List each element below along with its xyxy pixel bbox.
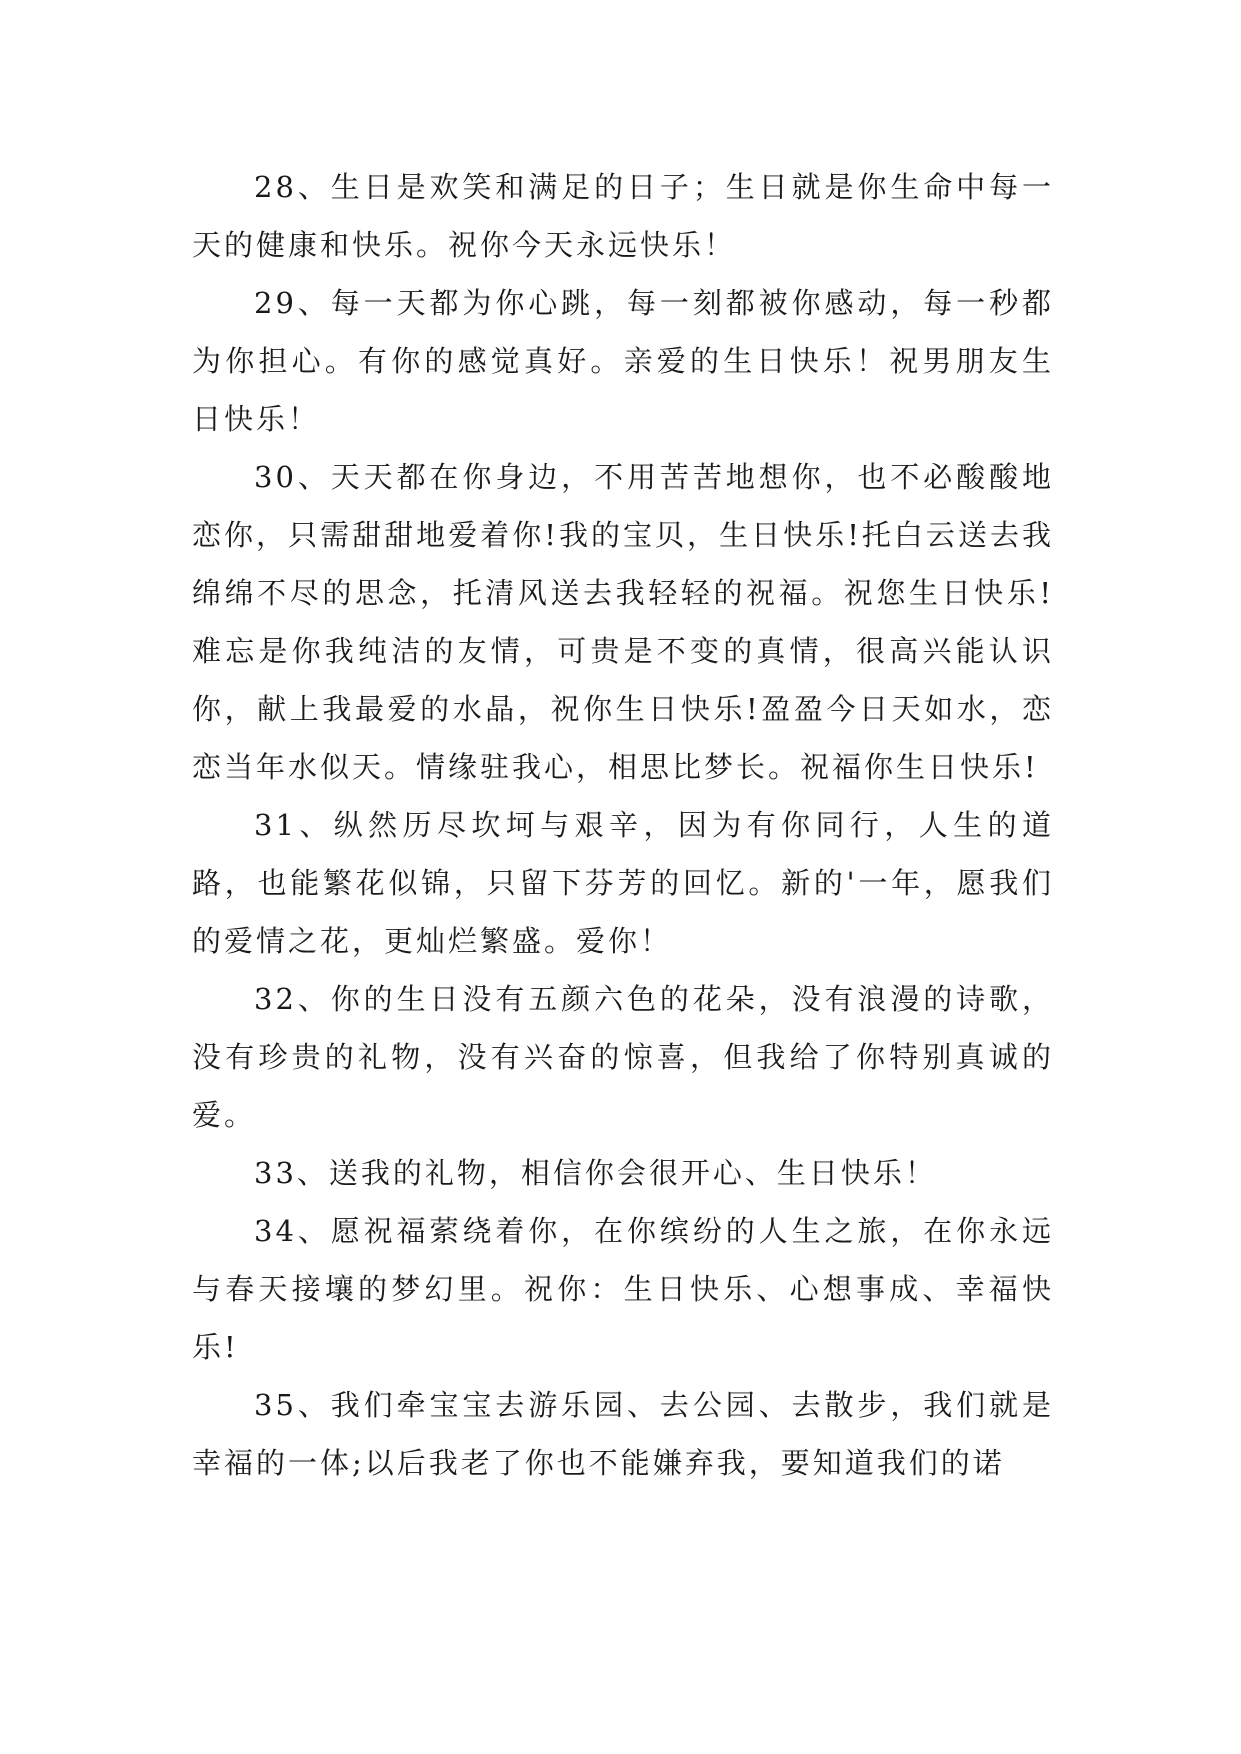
paragraph-29: 29、每一天都为你心跳，每一刻都被你感动，每一秒都为你担心。有你的感觉真好。亲爱的生日快乐！祝男朋友生日快乐！	[192, 286, 1054, 436]
paragraph-34: 34、愿祝福萦绕着你，在你缤纷的人生之旅，在你永远与春天接壤的梦幻里。祝你：生日快乐、心想事成、幸福快乐!	[192, 1214, 1054, 1364]
paragraph-32: 32、你的生日没有五颜六色的花朵，没有浪漫的诗歌，没有珍贵的礼物，没有兴奋的惊喜，但我给了你特别真诚的爱。	[192, 982, 1054, 1132]
paragraph-28: 28、生日是欢笑和满足的日子；生日就是你生命中每一天的健康和快乐。祝你今天永远快乐！	[192, 170, 1054, 262]
document-body	[192, 158, 1054, 1492]
paragraph-30: 30、天天都在你身边，不用苦苦地想你，也不必酸酸地恋你，只需甜甜地爱着你!我的宝贝，生日快乐!托白云送去我绵绵不尽的思念，托清风送去我轻轻的祝福。祝您生日快乐!难忘是你我纯洁的友情，可贵是不变的真情，很高兴能认识你，献上我最爱的水晶，祝你生日快乐!盈盈今日天如水，恋恋当年水似天。情缘驻我心，相思比梦长。祝福你生日快乐!	[192, 460, 1054, 784]
paragraph-33: 33、送我的礼物，相信你会很开心、生日快乐！	[254, 1156, 937, 1190]
paragraph-35: 35、我们牵宝宝去游乐园、去公园、去散步，我们就是幸福的一体;以后我老了你也不能嫌弃我，要知道我们的诺	[192, 1388, 1054, 1480]
paragraph-31: 31、纵然历尽坎坷与艰辛，因为有你同行，人生的道路，也能繁花似锦，只留下芬芳的回忆。新的'一年，愿我们的爱情之花，更灿烂繁盛。爱你！	[192, 808, 1054, 958]
